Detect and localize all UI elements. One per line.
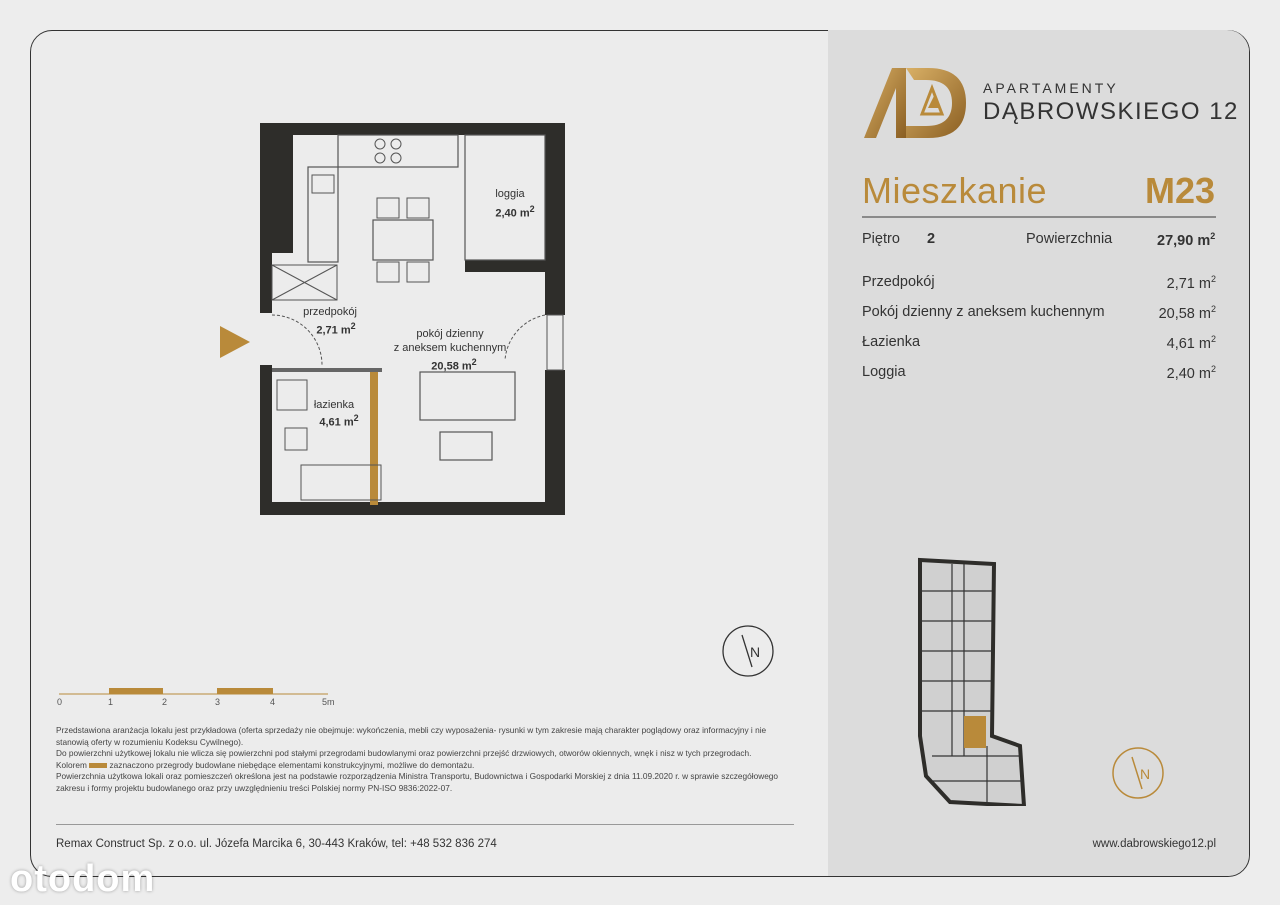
note-1: Przedstawiona aranżacja lokalu jest przykładowa (oferta sprzedaży nie obejmuje: wykończenia, mebli czy wyposażenia- rysunki w tym zakresie mają charakter poglądowy oraz informacyjny i nie stanowią oferty w rozumieniu Kodeksu Cywilnego). <box>56 725 767 747</box>
loggia-label: loggia <box>495 188 525 200</box>
divider <box>862 216 1216 218</box>
scale-tick: 4 <box>270 697 276 707</box>
bath-label: łazienka <box>313 399 355 411</box>
scale-tick: 2 <box>162 697 168 707</box>
entrance-arrow-icon <box>218 324 252 360</box>
scale-tick: 1 <box>108 697 114 707</box>
room-area: 2,71 $m^2$ <box>1166 274 1216 292</box>
bath-area: 4,61 m <box>319 416 354 429</box>
compass-small-icon <box>1110 745 1166 801</box>
watermark-logo: otodom <box>10 858 156 900</box>
living-area: 20,58 m <box>431 360 472 373</box>
brand-line1: APARTAMENTY <box>983 80 1119 96</box>
note-4: Powierzchnia użytkowa lokali oraz pomieszczeń określona jest na podstawie rozporządzenia Ministra Transportu, Budownictwa i Gospodarki Morskiej z dnia 11.09.2020 r. w sprawie szczegółowego zakresu i formy projektu budowlanego oraz przy uwzględnieniu treści Polskiej normy PN-ISO 9836:2022-07. <box>56 771 779 793</box>
info-panel <box>828 30 1249 876</box>
company-info: Remax Construct Sp. z o.o. ul. Józefa Marcika 6, 30-443 Kraków, tel: +48 532 836 274 <box>56 838 497 850</box>
gold-swatch <box>89 763 107 768</box>
apartment-code: M23 <box>1145 170 1216 211</box>
hall-label: przedpokój <box>303 306 357 318</box>
hall-area: 2,71 m <box>316 324 351 337</box>
room-area: 4,61 $m^2$ <box>1166 334 1216 352</box>
scale-tick: 3 <box>215 697 221 707</box>
floor-value: 2 <box>927 231 936 247</box>
room-name: Przedpokój <box>862 274 935 290</box>
room-name: Loggia <box>862 364 906 380</box>
note-2: Do powierzchni użytkowej lokalu nie wlicza się powierzchni pod stałymi przegrodami budowlanymi oraz powierzchni przejść drzwiowych, otworów okiennych, wnęk i nisz w tych przegrodach. <box>56 748 752 759</box>
note-3: Kolorem zaznaczono przegrody budowlane niebędące elementami konstrukcyjnymi, możliwe do demontażu. <box>56 759 475 770</box>
building-key-plan <box>912 556 1032 806</box>
brand-line2: DĄBROWSKIEGO 12 <box>983 98 1239 125</box>
floor-label: Piętro <box>862 231 900 247</box>
room-name: Pokój dzienny z aneksem kuchennym <box>862 304 1105 320</box>
compass-icon <box>720 623 776 679</box>
room-area: 20,58 $m^2$ <box>1158 304 1216 322</box>
room-area: 2,40 $m^2$ <box>1166 364 1216 382</box>
apartment-label: Mieszkanie <box>862 170 1048 211</box>
compass-small-letter: N <box>1140 766 1151 782</box>
living-label-2: z aneksem kuchennym <box>393 342 507 354</box>
room-name: Łazienka <box>862 334 921 350</box>
loggia-area: 2,40 m <box>495 207 530 220</box>
footer-divider <box>56 824 794 825</box>
scale-tick: 5m <box>322 697 335 707</box>
area-value: 27,90 $m^2$ <box>1157 231 1216 249</box>
compass-letter: N <box>750 644 761 660</box>
scale-bar <box>56 686 346 698</box>
floor-plan <box>215 120 575 520</box>
disclaimer-notes <box>56 725 796 795</box>
area-label: Powierzchnia <box>1026 231 1113 247</box>
living-label-1: pokój dzienny <box>416 328 484 340</box>
scale-tick: 0 <box>57 697 63 707</box>
brand-logo-icon <box>862 66 972 140</box>
website-link[interactable]: www.dabrowskiego12.pl <box>1092 838 1216 850</box>
